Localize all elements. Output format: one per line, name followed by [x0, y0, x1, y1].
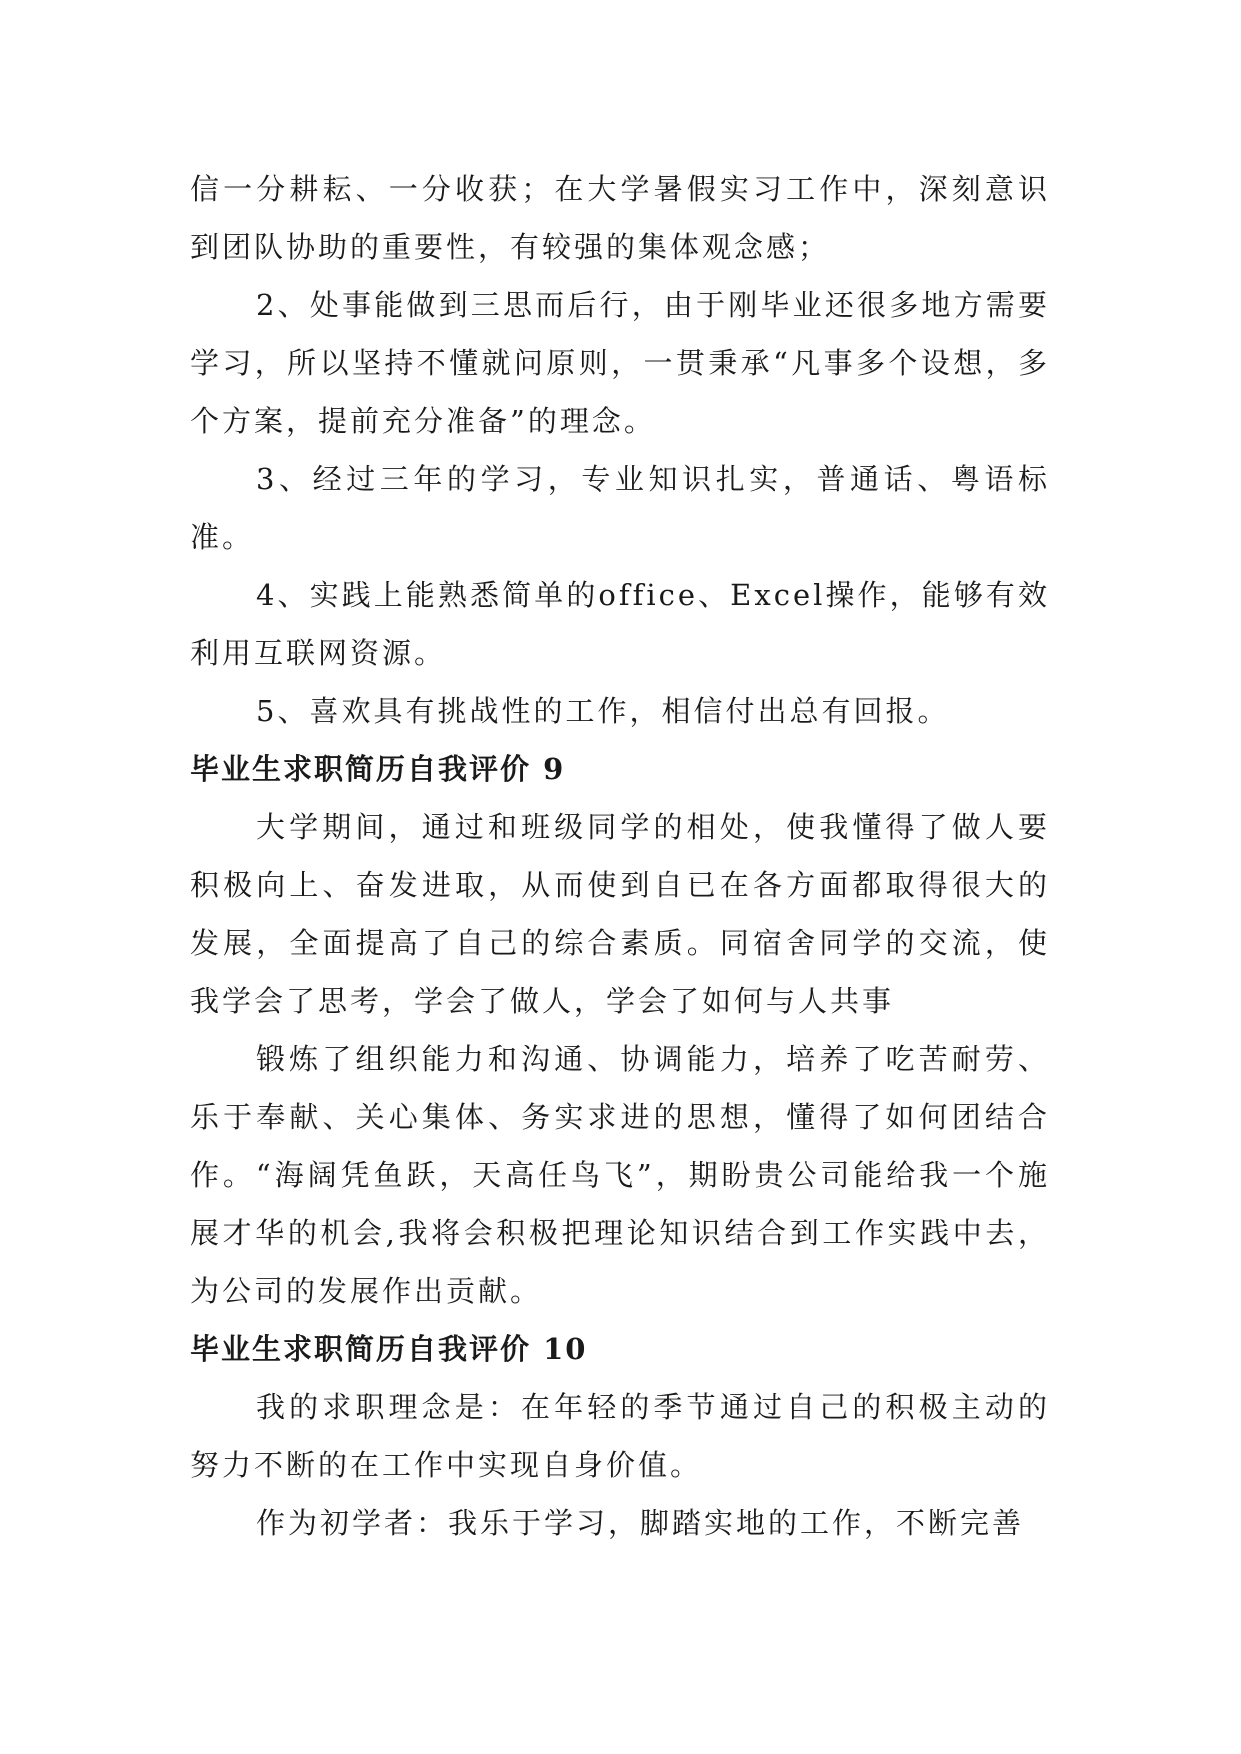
paragraph: 5、喜欢具有挑战性的工作，相信付出总有回报。: [256, 694, 950, 728]
paragraph: 大学期间，通过和班级同学的相处，使我懂得了做人要积极向上、奋发进取，从而使到自已在各方面都取得很大的发展，全面提高了自己的综合素质。同宿舍同学的交流，使我学会了思考，学会了做人，学会了如何与人共事: [190, 810, 1050, 1018]
paragraph: 2、处事能做到三思而后行，由于刚毕业还很多地方需要学习，所以坚持不懂就问原则，一贯秉承“凡事多个设想，多个方案，提前充分准备”的理念。: [190, 288, 1050, 438]
paragraph: 信一分耕耘、一分收获；在大学暑假实习工作中，深刻意识到团队协助的重要性，有较强的集体观念感；: [190, 172, 1050, 264]
paragraph: 4、实践上能熟悉简单的office、Excel操作，能够有效利用互联网资源。: [190, 578, 1050, 670]
paragraph: 我的求职理念是：在年轻的季节通过自己的积极主动的努力不断的在工作中实现自身价值。: [190, 1390, 1050, 1482]
paragraph: 锻炼了组织能力和沟通、协调能力，培养了吃苦耐劳、乐于奉献、关心集体、务实求进的思想，懂得了如何团结合作。“海阔凭鱼跃，天高任鸟飞”，期盼贵公司能给我一个施展才华的机会,我将会积极把理论知识结合到工作实践中去，为公司的发展作出贡献。: [190, 1042, 1050, 1308]
section-heading: 毕业生求职简历自我评价 10: [190, 1332, 588, 1366]
section-heading: 毕业生求职简历自我评价 9: [190, 752, 566, 786]
paragraph: 3、经过三年的学习，专业知识扎实，普通话、粤语标准。: [190, 462, 1050, 554]
document-body: [190, 160, 1050, 1552]
paragraph: 作为初学者：我乐于学习，脚踏实地的工作，不断完善: [256, 1506, 1025, 1540]
